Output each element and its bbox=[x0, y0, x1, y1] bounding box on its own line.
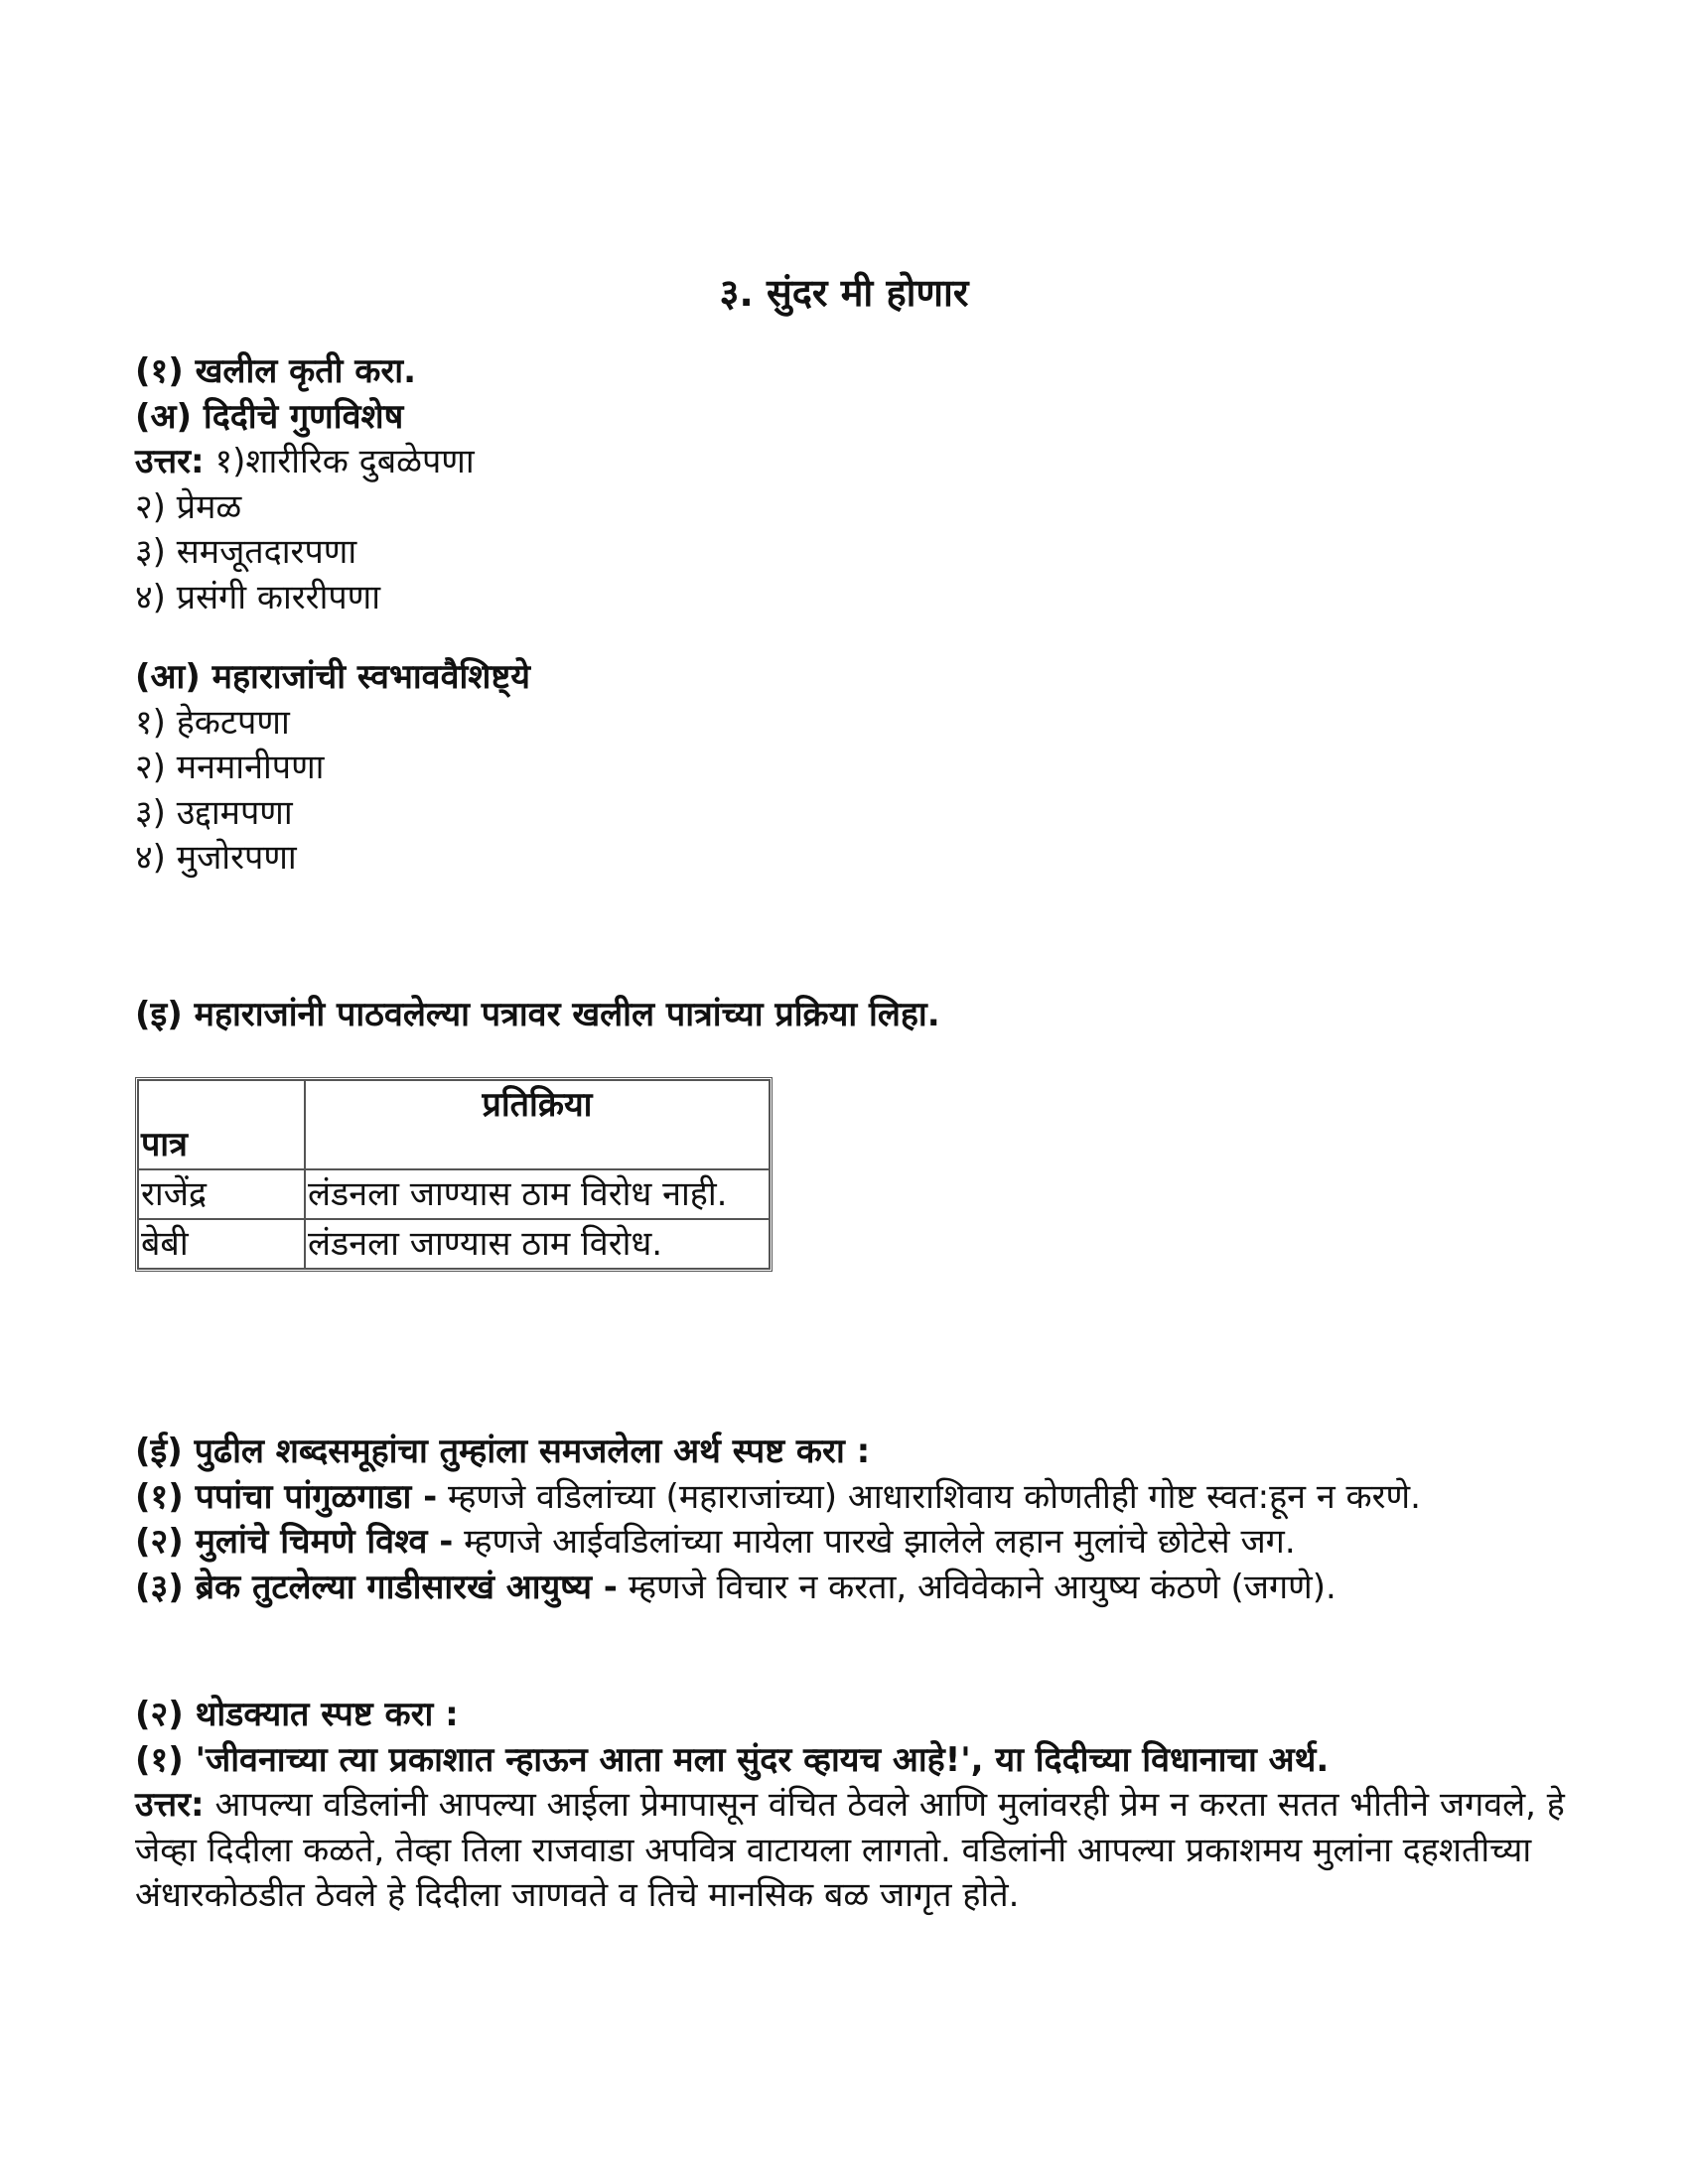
list-item: ४) प्रसंगी काररीपणा bbox=[135, 577, 381, 617]
table-header-cell bbox=[138, 1080, 305, 1169]
answer-text: आपल्या वडिलांनी आपल्या आईला प्रेमापासून वंचित ठेवले आणि मुलांवरही प्रेम न करता सतत भीतीने जगवले, हे जेव्हा दिदीला कळते, तेव्हा तिला राजवाडा अपवित्र वाटायला लागतो. वडिलांनी आपल्या प्रकाशमय मुलांना दहशतीच्या अंधारकोठडीत ठेवले हे दिदीला जाणवते व तिचे मानसिक बळ जागृत होते. bbox=[135, 1785, 1565, 1915]
subsection-i-heading: (इ) महाराजांनी पाठवलेल्या पत्रावर खलील पात्रांच्या प्रक्रिया लिहा. bbox=[135, 995, 940, 1034]
table-row bbox=[138, 1219, 770, 1269]
table-cell-patra: बेबी bbox=[138, 1219, 305, 1269]
term: (२) मुलांचे चिमणे विश्व - bbox=[135, 1522, 454, 1562]
list-item bbox=[135, 1475, 1565, 1521]
reaction-table bbox=[135, 1077, 773, 1272]
subsection-ii bbox=[135, 1430, 1565, 1610]
list-item: ३) समजूतदारपणा bbox=[135, 532, 357, 572]
meaning: म्हणजे वडिलांच्या (महाराजांच्या) आधाराशिवाय कोणतीही गोष्ट स्वत:हून न करणे. bbox=[437, 1476, 1421, 1517]
subsection-aa-heading: (आ) महाराजांची स्वभाववैशिष्ट्ये bbox=[135, 657, 530, 697]
list-item: ४) मुजोरपणा bbox=[135, 838, 297, 878]
chapter-title: ३. सुंदर मी होणार bbox=[719, 271, 969, 315]
table-cell-reaction: लंडनला जाण्यास ठाम विरोध नाही. bbox=[305, 1169, 770, 1219]
list-item: २) प्रेमळ bbox=[135, 486, 242, 527]
subsection-a-heading: (अ) दिदीचे गुणविशेष bbox=[135, 396, 404, 437]
section-1-heading: (१) खलील कृती करा. bbox=[135, 351, 417, 391]
list-item bbox=[135, 1566, 1565, 1611]
list-item bbox=[135, 1520, 1565, 1566]
answer-paragraph bbox=[135, 1783, 1565, 1919]
table-cell-patra: राजेंद्र bbox=[138, 1169, 305, 1219]
list-item-text: १)शारीरिक दुबळेपणा bbox=[214, 442, 475, 481]
list-item bbox=[135, 440, 1565, 485]
section-2 bbox=[135, 1693, 1565, 1919]
answer-label: उत्तर: bbox=[135, 442, 205, 481]
table-cell-reaction: लंडनला जाण्यास ठाम विरोध. bbox=[305, 1219, 770, 1269]
term: (१) पपांचा पांगुळगाडा - bbox=[135, 1476, 438, 1517]
question: (१) 'जीवनाच्या त्या प्रकाशात न्हाऊन आता मला सुंदर व्हायच आहे!', या दिदीच्या विधानाचा अर्थ. bbox=[135, 1739, 1330, 1780]
section-2-heading: (२) थोडक्यात स्पष्ट करा : bbox=[135, 1695, 459, 1734]
section-1 bbox=[135, 349, 1565, 620]
subsection-ii-heading: (ई) पुढील शब्दसमूहांचा तुम्हांला समजलेला अर्थ स्पष्ट करा : bbox=[135, 1432, 871, 1471]
subsection-aa bbox=[135, 655, 1565, 882]
meaning: म्हणजे विचार न करता, अविवेकाने आयुष्य कंठणे (जगणे). bbox=[617, 1567, 1336, 1607]
meaning: म्हणजे आईवडिलांच्या मायेला पारखे झालेले लहान मुलांचे छोटेसे जग. bbox=[453, 1522, 1296, 1562]
table-row bbox=[138, 1169, 770, 1219]
list-item: ३) उद्दामपणा bbox=[135, 792, 293, 833]
list-item: २) मनमानीपणा bbox=[135, 748, 325, 787]
subsection-i bbox=[135, 993, 1565, 1038]
column-header-reaction: प्रतिक्रिया bbox=[305, 1080, 770, 1169]
column-header-patra: पात्र bbox=[141, 1125, 188, 1164]
answer-label: उत्तर: bbox=[135, 1785, 205, 1825]
table-header-row bbox=[138, 1080, 770, 1169]
term: (३) ब्रेक तुटलेल्या गाडीसारखं आयुष्य - bbox=[135, 1567, 618, 1607]
list-item: १) हेकटपणा bbox=[135, 702, 290, 743]
